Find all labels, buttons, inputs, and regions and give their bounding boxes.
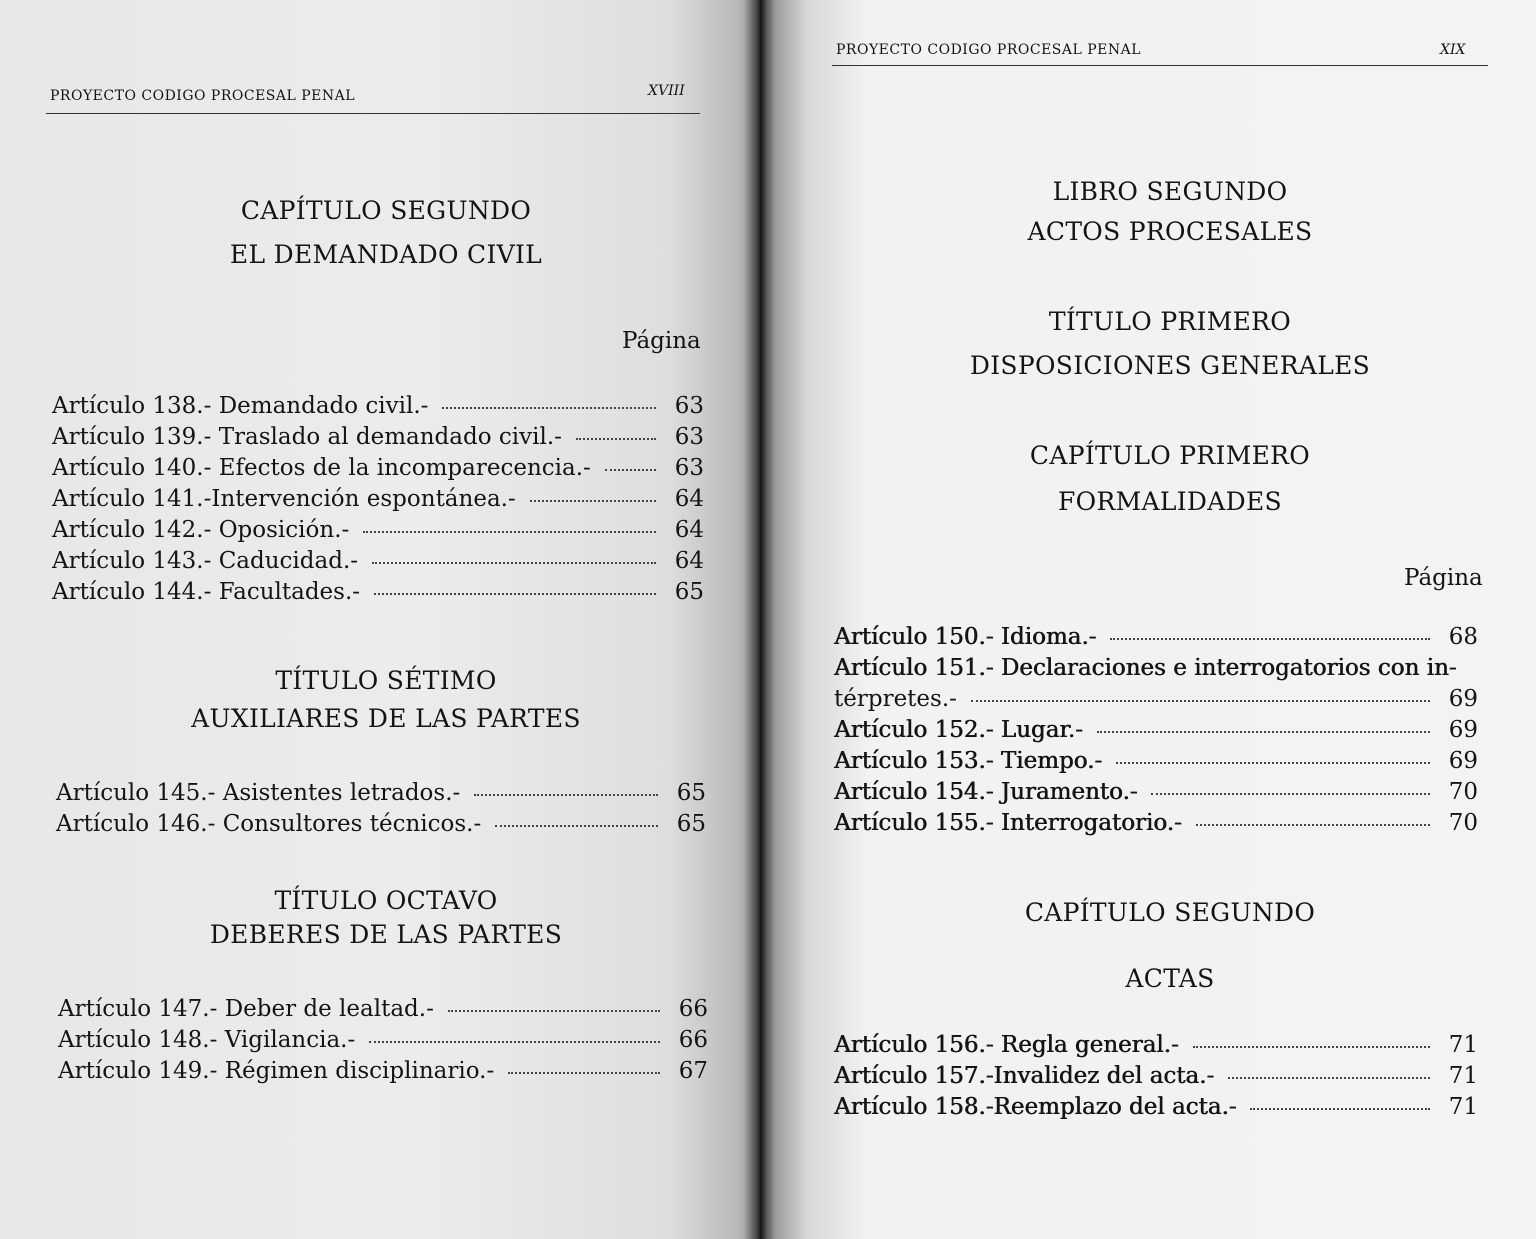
chapter-heading: CAPÍTULO PRIMERO bbox=[1029, 441, 1311, 470]
title-heading: TÍTULO OCTAVO bbox=[274, 886, 498, 915]
dot-leader bbox=[971, 700, 1430, 702]
title-subheading: DEBERES DE LAS PARTES bbox=[209, 920, 563, 949]
dot-leader bbox=[495, 825, 658, 827]
entry-page: 69 bbox=[1448, 717, 1478, 743]
entry-page: 65 bbox=[676, 811, 706, 837]
entry-page: 64 bbox=[674, 517, 704, 543]
dot-leader bbox=[448, 1010, 660, 1012]
dot-leader bbox=[1228, 1077, 1430, 1079]
entry-page: 69 bbox=[1448, 686, 1478, 712]
entry-label: Artículo 158.-Reemplazo del acta.- bbox=[834, 1094, 1237, 1120]
dot-leader bbox=[530, 500, 656, 502]
toc-list bbox=[834, 1032, 1478, 1125]
entry-page: 70 bbox=[1448, 810, 1478, 836]
entry-label: Artículo 155.- Interrogatorio.- bbox=[834, 810, 1182, 836]
entry-label: Artículo 149.- Régimen disciplinario.- bbox=[58, 1058, 495, 1084]
dot-leader bbox=[442, 407, 656, 409]
entry-page: 63 bbox=[674, 455, 704, 481]
book-heading: LIBRO SEGUNDO bbox=[1052, 177, 1288, 206]
chapter-subheading: FORMALIDADES bbox=[1058, 487, 1282, 516]
running-head: PROYECTO CODIGO PROCESAL PENAL bbox=[50, 88, 356, 104]
entry-label: Artículo 145.- Asistentes letrados.- bbox=[56, 780, 461, 806]
entry-page: 63 bbox=[674, 424, 704, 450]
entry-label: Artículo 154.- Juramento.- bbox=[834, 779, 1138, 805]
header-rule bbox=[832, 65, 1488, 66]
entry-label: Artículo 138.- Demandado civil.- bbox=[52, 393, 429, 419]
entry-label: Artículo 142.- Oposición.- bbox=[52, 517, 350, 543]
chapter-subheading: EL DEMANDADO CIVIL bbox=[229, 240, 543, 269]
entry-page: 70 bbox=[1448, 779, 1478, 805]
show-through-text bbox=[80, 160, 88, 188]
toc-entry[interactable] bbox=[834, 624, 1478, 655]
entry-label: Artículo 147.- Deber de lealtad.- bbox=[58, 996, 434, 1022]
toc-entry[interactable] bbox=[58, 1058, 708, 1089]
entry-label: Artículo 152.- Lugar.- bbox=[834, 717, 1083, 743]
entry-label: térpretes.- bbox=[834, 686, 957, 712]
toc-entry[interactable] bbox=[52, 424, 704, 455]
title-subheading: AUXILIARES DE LAS PARTES bbox=[191, 704, 581, 733]
toc-entry[interactable] bbox=[56, 780, 706, 811]
page-folio: XIX bbox=[1440, 42, 1466, 58]
title-subheading: DISPOSICIONES GENERALES bbox=[969, 351, 1371, 380]
entry-page: 64 bbox=[674, 486, 704, 512]
toc-entry[interactable] bbox=[56, 811, 706, 842]
title-heading: TÍTULO PRIMERO bbox=[1048, 307, 1292, 336]
entry-page: 66 bbox=[678, 996, 708, 1022]
dot-leader bbox=[576, 438, 656, 440]
header-rule bbox=[46, 113, 700, 114]
dot-leader bbox=[1193, 1046, 1430, 1048]
entry-label: Artículo 146.- Consultores técnicos.- bbox=[56, 811, 482, 837]
running-head: PROYECTO CODIGO PROCESAL PENAL bbox=[836, 42, 1142, 58]
dot-leader bbox=[474, 794, 658, 796]
entry-label: Artículo 139.- Traslado al demandado civil.- bbox=[52, 424, 562, 450]
entry-page: 69 bbox=[1448, 748, 1478, 774]
toc-entry[interactable] bbox=[834, 717, 1478, 748]
entry-label: Artículo 156.- Regla general.- bbox=[834, 1032, 1179, 1058]
toc-entry[interactable] bbox=[52, 579, 704, 610]
entry-page: 64 bbox=[674, 548, 704, 574]
entry-page: 71 bbox=[1448, 1063, 1478, 1089]
toc-list bbox=[834, 624, 1478, 841]
left-page bbox=[0, 0, 760, 1239]
right-page bbox=[760, 0, 1536, 1239]
toc-entry[interactable] bbox=[834, 1032, 1478, 1063]
toc-entry[interactable] bbox=[834, 779, 1478, 810]
toc-list bbox=[52, 393, 704, 610]
entry-page: 71 bbox=[1448, 1094, 1478, 1120]
dot-leader bbox=[1110, 638, 1430, 640]
entry-page: 68 bbox=[1448, 624, 1478, 650]
entry-label: Artículo 150.- Idioma.- bbox=[834, 624, 1097, 650]
entry-page: 65 bbox=[676, 780, 706, 806]
toc-entry[interactable] bbox=[52, 517, 704, 548]
toc-entry[interactable] bbox=[834, 655, 1478, 686]
toc-entry[interactable] bbox=[52, 486, 704, 517]
entry-label: Artículo 140.- Efectos de la incomparecencia.- bbox=[52, 455, 591, 481]
book-subheading: ACTOS PROCESALES bbox=[1027, 217, 1313, 246]
entry-page: 67 bbox=[678, 1058, 708, 1084]
toc-list bbox=[58, 996, 708, 1089]
entry-label: Artículo 157.-Invalidez del acta.- bbox=[834, 1063, 1215, 1089]
dot-leader bbox=[374, 593, 656, 595]
pagina-column-label: Página bbox=[622, 328, 701, 354]
dot-leader bbox=[372, 562, 656, 564]
entry-page: 65 bbox=[674, 579, 704, 605]
dot-leader bbox=[508, 1072, 660, 1074]
pagina-column-label: Página bbox=[1404, 565, 1483, 591]
toc-entry[interactable] bbox=[52, 393, 704, 424]
dot-leader bbox=[1097, 731, 1430, 733]
entry-label: Artículo 153.- Tiempo.- bbox=[834, 748, 1103, 774]
dot-leader bbox=[1196, 824, 1430, 826]
chapter-subheading: ACTAS bbox=[1125, 964, 1215, 993]
dot-leader bbox=[1250, 1108, 1430, 1110]
entry-label: Artículo 148.- Vigilancia.- bbox=[58, 1027, 356, 1053]
dot-leader bbox=[363, 531, 656, 533]
entry-label: Artículo 151.- Declaraciones e interrogatorios con in- bbox=[834, 655, 1457, 681]
entry-label: Artículo 143.- Caducidad.- bbox=[52, 548, 359, 574]
toc-entry-continuation[interactable] bbox=[834, 686, 1478, 717]
dot-leader bbox=[605, 469, 656, 471]
entry-page: 71 bbox=[1448, 1032, 1478, 1058]
entry-page: 66 bbox=[678, 1027, 708, 1053]
entry-label: Artículo 141.-Intervención espontánea.- bbox=[52, 486, 516, 512]
toc-entry[interactable] bbox=[58, 1027, 708, 1058]
dot-leader bbox=[1151, 793, 1430, 795]
title-heading: TÍTULO SÉTIMO bbox=[275, 666, 497, 695]
dot-leader bbox=[1116, 762, 1430, 764]
toc-entry[interactable] bbox=[52, 455, 704, 486]
toc-entry[interactable] bbox=[834, 748, 1478, 779]
page-folio: XVIII bbox=[648, 83, 685, 99]
toc-entry[interactable] bbox=[834, 810, 1478, 841]
dot-leader bbox=[369, 1041, 660, 1043]
toc-entry[interactable] bbox=[58, 996, 708, 1027]
chapter-heading: CAPÍTULO SEGUNDO bbox=[240, 196, 532, 225]
entry-page: 63 bbox=[674, 393, 704, 419]
toc-entry[interactable] bbox=[52, 548, 704, 579]
entry-label: Artículo 144.- Facultades.- bbox=[52, 579, 361, 605]
toc-list bbox=[56, 780, 706, 842]
toc-entry[interactable] bbox=[834, 1063, 1478, 1094]
chapter-heading: CAPÍTULO SEGUNDO bbox=[1024, 898, 1316, 927]
toc-entry[interactable] bbox=[834, 1094, 1478, 1125]
